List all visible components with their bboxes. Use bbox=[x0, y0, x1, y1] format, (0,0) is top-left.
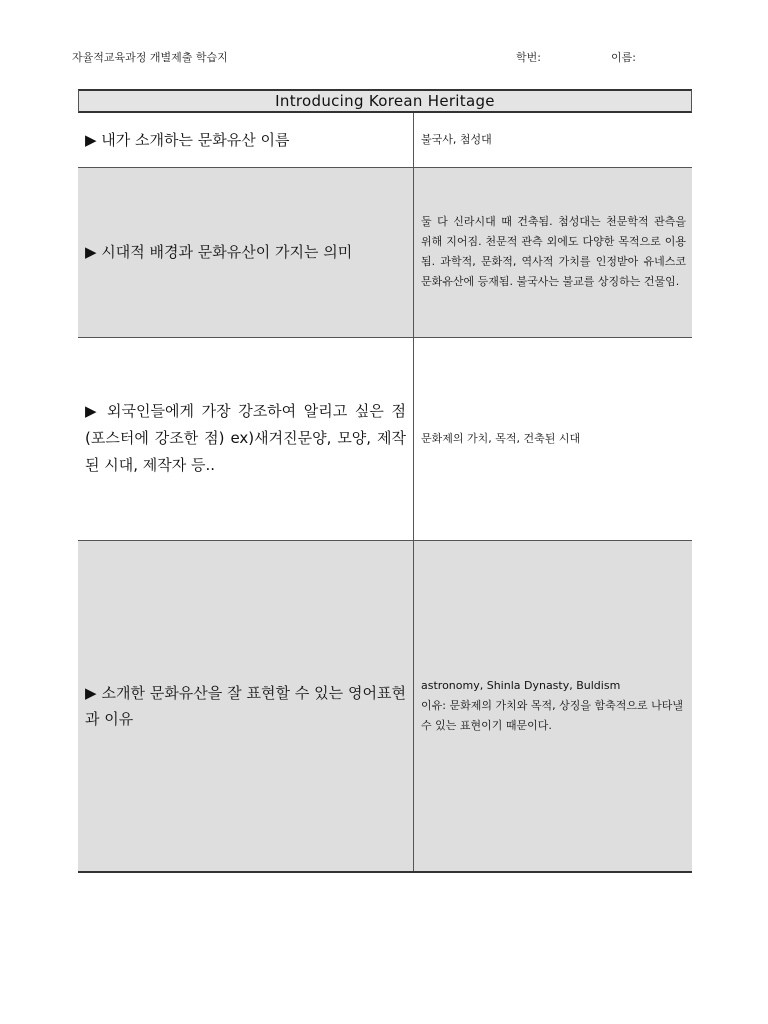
answer-cell: 불국사, 첨성대 bbox=[414, 113, 693, 167]
question-cell: ▶ 외국인들에게 가장 강조하여 알리고 싶은 점(포스터에 강조한 점) ex)새겨진문양, 모양, 제작된 시대, 제작자 등.. bbox=[78, 337, 414, 540]
table-row bbox=[78, 167, 692, 337]
worksheet-table bbox=[78, 89, 692, 873]
table-title: Introducing Korean Heritage bbox=[78, 89, 692, 113]
answer-english-expressions: astronomy, Shinla Dynasty, Buldism bbox=[421, 678, 621, 692]
answer-cell: 문화제의 가치, 목적, 건축된 시대 bbox=[414, 337, 693, 540]
table-row bbox=[78, 540, 692, 872]
question-answer-table bbox=[78, 113, 692, 873]
table-row bbox=[78, 337, 692, 540]
student-name-label: 이름: bbox=[611, 51, 636, 64]
student-id-label: 학번: bbox=[516, 51, 541, 64]
question-cell: ▶ 시대적 배경과 문화유산이 가지는 의미 bbox=[78, 167, 414, 337]
answer-cell: 둘 다 신라시대 때 건축됨. 첨성대는 천문학적 관측을 위해 지어짐. 천문적 관측 외에도 다양한 목적으로 이용됨. 과학적, 문화적, 역사적 가치를 인정받아 유네스코 문화유산에 등재됨. 불국사는 불교를 상징하는 건물임. bbox=[414, 167, 693, 337]
question-cell: ▶ 내가 소개하는 문화유산 이름 bbox=[78, 113, 414, 167]
answer-reason: 이유: 문화제의 가치와 목적, 상징을 함축적으로 나타낼 수 있는 표현이기 때문이다. bbox=[421, 698, 683, 732]
question-cell: ▶ 소개한 문화유산을 잘 표현할 수 있는 영어표현과 이유 bbox=[78, 540, 414, 872]
table-row bbox=[78, 113, 692, 167]
worksheet-course-label: 자율적교육과정 개별제출 학습지 bbox=[72, 51, 228, 64]
answer-cell bbox=[414, 540, 693, 872]
